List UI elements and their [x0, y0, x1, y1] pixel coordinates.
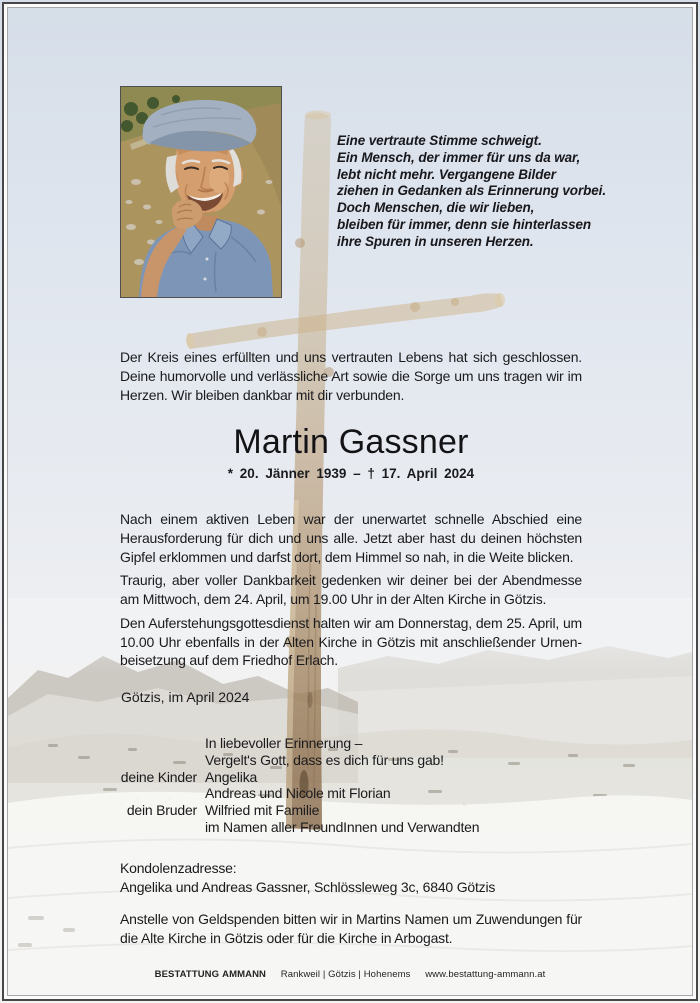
deceased-name: Martin Gassner: [233, 423, 469, 461]
family-row-text: In liebevoller Erinnerung –: [205, 735, 363, 751]
condolence-address: Angelika und Andreas Gassner, Schlössleweg 3c, 6840 Götzis: [120, 879, 496, 895]
farewell-paragraph: Nach einem aktiven Leben war der unerwartet schnelle Abschied eine Herausforderung für dich und uns alle. Jetzt aber hast du deinen höchsten Gipfel erklommen und darfst dort, dem Himmel so nah, in die Weite blicken.: [120, 511, 582, 565]
funeral-home-brand-name: AMMANN: [222, 969, 267, 980]
condolence-heading: Kondolenzadresse:: [120, 860, 237, 876]
poem-line: Doch Menschen, die wir lieben,: [337, 200, 535, 216]
donation-paragraph: Anstelle von Geldspenden bitten wir in Martins Namen um Zuwendungen für die Alte Kirche in Götzis oder für die Kirche in Arbogast.: [120, 911, 582, 946]
family-row-label: dein Bruder: [126, 802, 197, 819]
funeral-home-website: www.bestattung-ammann.at: [425, 969, 546, 980]
poem-line: Ein Mensch, der immer für uns da war,: [337, 149, 581, 165]
condolence-block: [120, 859, 495, 897]
portrait-photo: [120, 86, 282, 298]
intro-paragraph: Der Kreis eines erfüllten und uns vertrauten Lebens hat sich geschlossen. Deine humorvolle und verlässliche Art sowie die Sorge um uns tragen wir im Herzen. Wir bleiben dankbar mit dir verbunden.: [120, 349, 582, 403]
family-row-label: [120, 735, 197, 752]
family-row-text: Angelika: [205, 768, 258, 785]
poem-line: ziehen in Gedanken als Erinnerung vorbei.: [337, 183, 606, 199]
life-dates: * 20. Jänner 1939 – † 17. April 2024: [227, 466, 475, 481]
family-row-label: [120, 752, 197, 769]
poem-line: lebt nicht mehr. Vergangene Bilder: [337, 166, 556, 182]
resurrection-service-paragraph: Den Auferstehungsgottesdienst halten wir am Donnerstag, dem 25. April, um 10.00 Uhr ebenfalls in der Alten Kirche in Götzis mit anschließender Urnenbeisetzung auf dem Friedhof Erlach.: [120, 615, 582, 668]
portrait-illustration: [121, 87, 281, 297]
funeral-home-locations: Rankweil | Götzis | Hohenems: [280, 969, 411, 980]
evening-mass-paragraph: Traurig, aber voller Dankbarkeit gedenken wir deiner bei der Abendmesse am Mittwoch, dem 24. April, um 19.00 Uhr in der Alten Kirche in Götzis.: [120, 572, 582, 607]
family-row-label: deine Kinder: [120, 768, 197, 785]
poem-line: ihre Spuren in unseren Herzen.: [337, 233, 534, 249]
mourners-list: [120, 735, 582, 836]
family-row-text: Andreas und Nicole mit Florian: [205, 785, 391, 802]
funeral-home-brand-prefix: BESTATTUNG: [154, 969, 220, 980]
family-row-text: Vergelt's Gott, dass es dich für uns gab!: [205, 751, 444, 768]
poem-line: bleiben für immer, denn sie hinterlassen: [337, 216, 592, 232]
memorial-poem: [337, 133, 637, 251]
funeral-home-footer: [0, 969, 700, 980]
family-row-label: [120, 819, 197, 836]
family-row-label: [120, 785, 197, 802]
poem-line: Eine vertraute Stimme schweigt.: [337, 133, 542, 148]
place-and-date: Götzis, im April 2024: [121, 689, 250, 705]
family-row-text: im Namen aller FreundInnen und Verwandten: [205, 818, 480, 835]
family-row-text: Wilfried mit Familie: [205, 802, 320, 819]
